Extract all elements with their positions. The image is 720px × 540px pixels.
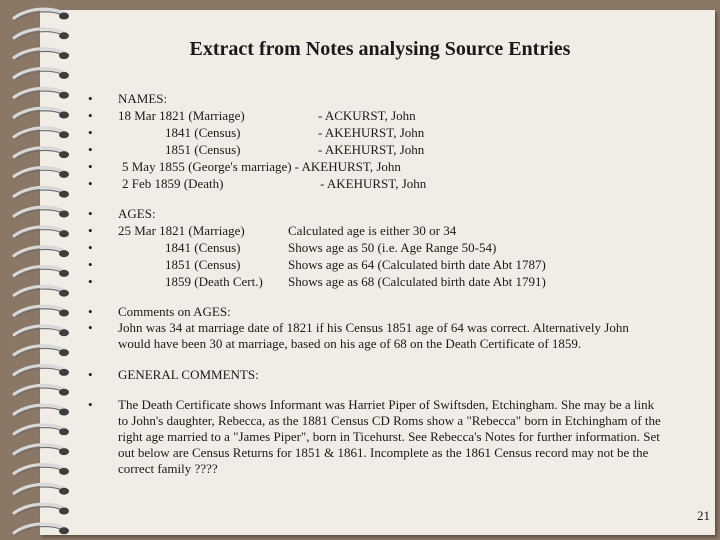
binding-hole	[59, 230, 69, 237]
bullet: •	[88, 257, 93, 272]
names-line: • 5 May 1855 (George's marriage) - AKEHURST, John	[88, 159, 401, 174]
binding-hole	[59, 151, 69, 158]
binding-hole	[59, 211, 69, 218]
bullet: •	[88, 240, 93, 255]
comments-text: • John was 34 at marriage date of 1821 if his Census 1851 age of 64 was correct. Alternatively John would have been 30 at marriage, based on his age of 68 on the Death Certificate of 1859.	[88, 320, 629, 351]
names-line: • 18 Mar 1821 (Marriage) - ACKURST, John	[88, 108, 416, 123]
binding-hole	[59, 349, 69, 356]
binding-hole	[59, 409, 69, 416]
bullet: •	[88, 176, 93, 191]
binding-hole	[59, 329, 69, 336]
binding-hole	[59, 32, 69, 39]
bullet: •	[88, 91, 93, 106]
bullet: •	[88, 397, 93, 412]
binding-hole	[59, 250, 69, 257]
binding-hole	[59, 72, 69, 79]
ages-line: • 1859 (Death Cert.) Shows age as 68 (Calculated birth date Abt 1791)	[88, 274, 546, 289]
bullet: •	[88, 320, 93, 335]
binding-hole	[59, 448, 69, 455]
ages-heading: • AGES:	[88, 206, 156, 221]
binding-hole	[59, 131, 69, 138]
binding-hole	[59, 527, 69, 534]
names-line: • 1841 (Census) - AKEHURST, John	[88, 125, 425, 140]
binding-hole	[59, 270, 69, 277]
binding-hole	[59, 92, 69, 99]
binding-hole	[59, 389, 69, 396]
binding-hole	[59, 468, 69, 475]
page-number: 21	[697, 508, 710, 523]
spiral-binding	[0, 0, 80, 540]
binding-hole	[59, 369, 69, 376]
binding-hole	[59, 191, 69, 198]
binding-hole	[59, 171, 69, 178]
bullet: •	[88, 159, 93, 174]
binding-hole	[59, 508, 69, 515]
binding-hole	[59, 428, 69, 435]
binding-hole	[59, 310, 69, 317]
binding-hole	[59, 290, 69, 297]
ages-line: • 1851 (Census) Shows age as 64 (Calculated birth date Abt 1787)	[88, 257, 546, 272]
bullet: •	[88, 304, 93, 319]
page-title: Extract from Notes analysing Source Entries	[189, 38, 571, 60]
bullet: •	[88, 223, 93, 238]
binding-hole	[59, 112, 69, 119]
comments-heading: • Comments on AGES:	[88, 304, 231, 319]
names-heading: • NAMES:	[88, 91, 168, 106]
notes-content	[82, 90, 672, 477]
bullet: •	[88, 108, 93, 123]
binding-hole	[59, 13, 69, 20]
ages-line: • 25 Mar 1821 (Marriage) Calculated age is either 30 or 34	[88, 223, 457, 238]
bullet: •	[88, 142, 93, 157]
names-line: • 1851 (Census) - AKEHURST, John	[88, 142, 425, 157]
bullet: •	[88, 206, 93, 221]
bullet: •	[88, 125, 93, 140]
bullet: •	[88, 274, 93, 289]
bullet: •	[88, 367, 93, 382]
names-line: • 2 Feb 1859 (Death) - AKEHURST, John	[88, 176, 427, 191]
general-heading: • GENERAL COMMENTS:	[88, 367, 259, 382]
binding-hole	[59, 52, 69, 59]
general-text: • The Death Certificate shows Informant was Harriet Piper of Swiftsden, Etchingham. She may be a link to John's daughter, Rebecca, as the 1881 Census CD Roms show a "Rebecca" born in Etchingham of the right age married to a "James Piper", born in Ticehurst. See Rebecca's Notes for further information. Set out below are Census Returns for 1851 & 1861. Incomplete as the 1861 Census record may not be the correct family ????	[88, 397, 661, 476]
ages-line: • 1841 (Census) Shows age as 50 (i.e. Age Range 50-54)	[88, 240, 497, 255]
binding-hole	[59, 488, 69, 495]
